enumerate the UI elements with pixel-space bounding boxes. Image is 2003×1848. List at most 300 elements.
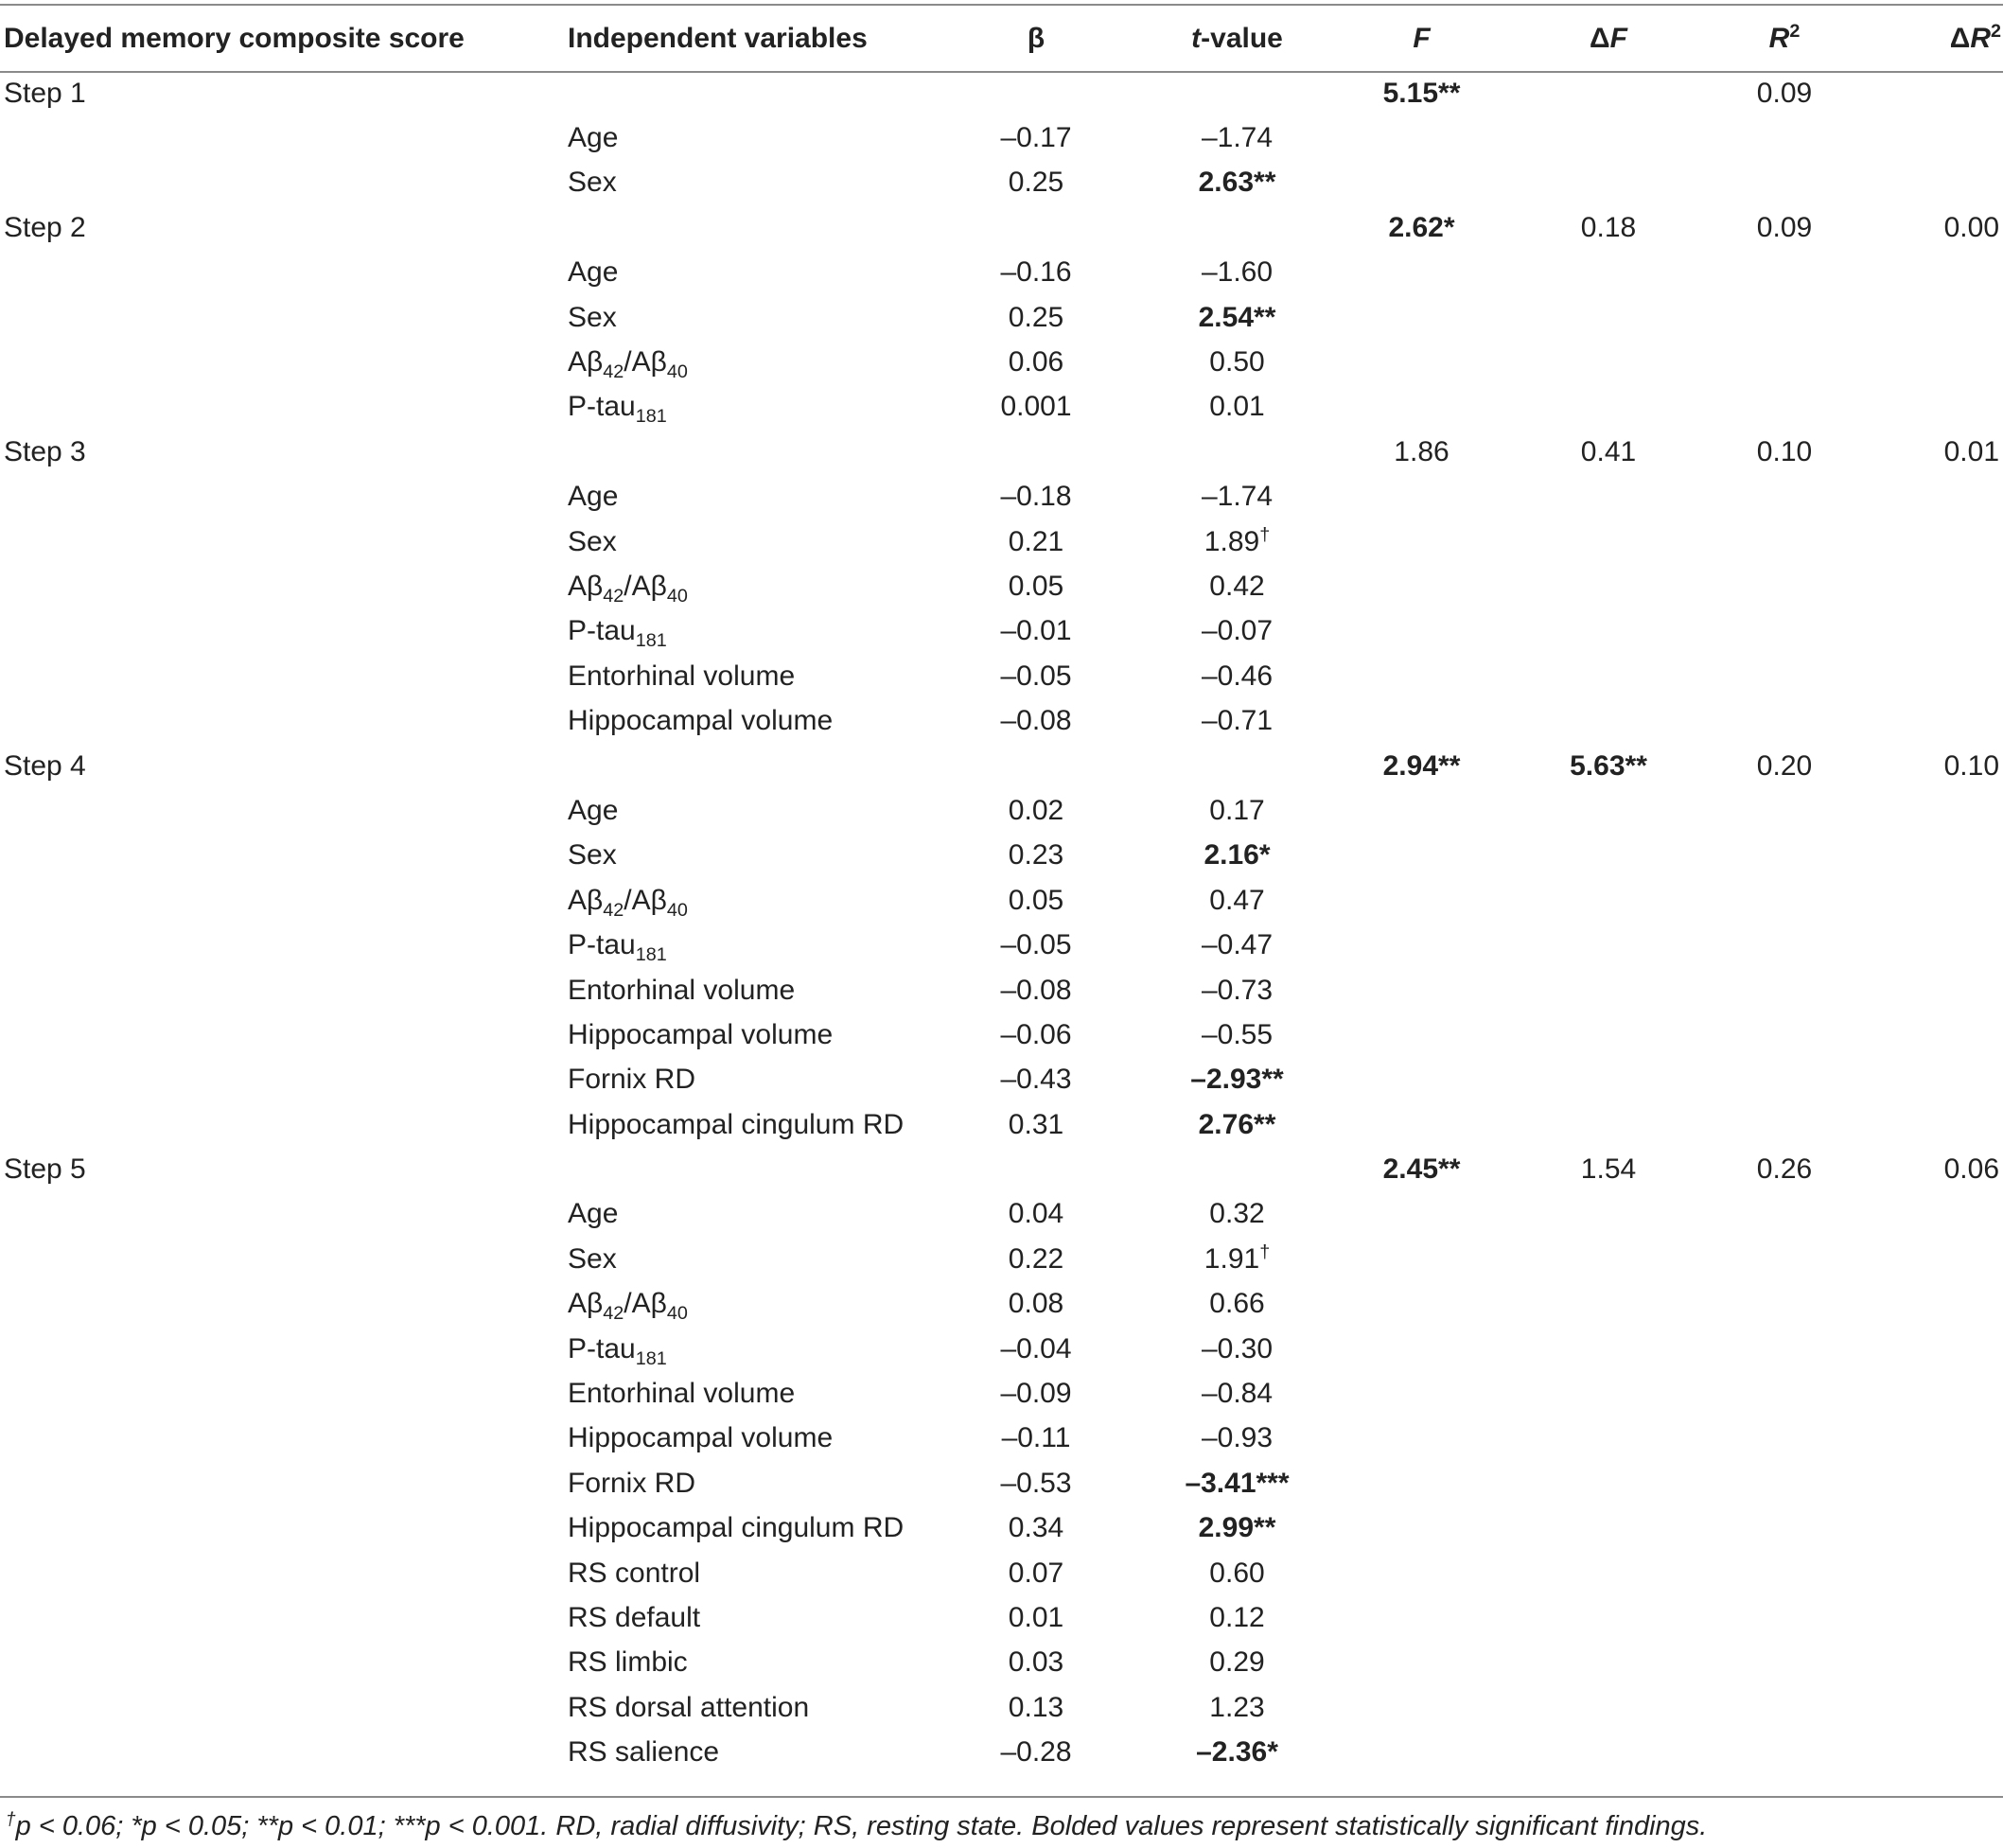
delta-r2-value xyxy=(1866,71,2003,115)
r2-value xyxy=(1703,1417,1866,1461)
delta-r2-value: 0.06 xyxy=(1943,1153,1999,1186)
delta-f-value xyxy=(1514,1371,1703,1416)
beta-value: –0.53 xyxy=(1000,1467,1072,1499)
t-value xyxy=(1145,1641,1329,1685)
r2-value xyxy=(1703,654,1866,698)
variable-subscript: 181 xyxy=(635,630,667,652)
variable-row xyxy=(0,1641,2003,1685)
variable-row xyxy=(0,475,2003,519)
f-value: 5.15** xyxy=(1382,77,1461,109)
variable-subscript: 181 xyxy=(635,944,667,966)
delta-f-value xyxy=(1514,564,1703,608)
f-value xyxy=(1329,564,1514,608)
t-value-text: –0.30 xyxy=(1201,1332,1274,1364)
variable-row xyxy=(0,1282,2003,1327)
delta-f-value: 0.18 xyxy=(1580,211,1637,243)
variable-name: Sex xyxy=(568,1242,617,1275)
variable-name xyxy=(568,1147,927,1191)
delta-r2-value xyxy=(1866,1417,2003,1461)
beta-value: 0.04 xyxy=(1008,1198,1064,1230)
delta-f-value xyxy=(1514,834,1703,878)
t-value-text: –0.93 xyxy=(1201,1422,1274,1454)
variable-part: /Aβ xyxy=(624,884,667,916)
f-value xyxy=(1329,1058,1514,1102)
f-value xyxy=(1329,519,1514,564)
t-value xyxy=(1145,295,1329,340)
delta-f-value xyxy=(1514,698,1703,743)
beta-value: –0.04 xyxy=(1000,1332,1072,1364)
dagger-mark: † xyxy=(1259,1241,1271,1262)
variable-name: Fornix RD xyxy=(568,1064,696,1096)
step-label xyxy=(0,115,568,160)
step-label xyxy=(0,609,568,654)
step-row xyxy=(0,430,2003,474)
variable-name: Sex xyxy=(568,839,617,871)
beta-value: 0.25 xyxy=(1008,301,1064,333)
variable-row xyxy=(0,1237,2003,1281)
t-value xyxy=(1145,115,1329,160)
t-value-text: –0.84 xyxy=(1201,1378,1274,1410)
beta-value: –0.11 xyxy=(1001,1422,1071,1454)
beta-value xyxy=(927,1147,1145,1191)
variable-name xyxy=(568,744,927,788)
r2-value xyxy=(1703,878,1866,923)
variable-subscript: 42 xyxy=(603,585,624,607)
beta-value: –0.43 xyxy=(1000,1064,1072,1096)
variable-name: Hippocampal cingulum RD xyxy=(568,1108,905,1140)
t-value-text: –1.74 xyxy=(1201,481,1274,513)
f-value xyxy=(1329,1730,1514,1774)
r2-value xyxy=(1703,1102,1866,1147)
step-label: Step 2 xyxy=(4,211,86,243)
f-value xyxy=(1329,1237,1514,1281)
t-value xyxy=(1145,1417,1329,1461)
beta-value: –0.05 xyxy=(1000,660,1072,692)
delta-r2-value xyxy=(1866,698,2003,743)
t-value-text: –1.74 xyxy=(1201,122,1274,154)
beta-value: 0.13 xyxy=(1008,1691,1064,1723)
col-header-r2: $R^2$ xyxy=(1768,20,1801,54)
r2-value: 0.10 xyxy=(1756,435,1813,467)
f-value: 1.86 xyxy=(1394,435,1450,467)
variable-part: P-tau xyxy=(568,929,636,961)
step-label xyxy=(0,1371,568,1416)
step-label xyxy=(0,1102,568,1147)
delta-f-value xyxy=(1514,1417,1703,1461)
f-value xyxy=(1329,340,1514,384)
step-row xyxy=(0,205,2003,250)
f-value xyxy=(1329,788,1514,833)
t-value xyxy=(1145,340,1329,384)
variable-name: Hippocampal cingulum RD xyxy=(568,1512,905,1544)
delta-f-value xyxy=(1514,519,1703,564)
t-value xyxy=(1145,1237,1329,1281)
step-label xyxy=(0,340,568,384)
delta-f-value: 5.63** xyxy=(1570,749,1647,782)
delta-r2-value xyxy=(1866,251,2003,295)
step-label: Step 1 xyxy=(4,77,86,109)
r2-value xyxy=(1703,609,1866,654)
step-label xyxy=(0,1551,568,1595)
step-label xyxy=(0,161,568,205)
variable-row xyxy=(0,834,2003,878)
variable-name: RS control xyxy=(568,1557,701,1589)
step-label xyxy=(0,295,568,340)
r2-value: 0.20 xyxy=(1756,749,1813,782)
variable-part: /Aβ xyxy=(624,570,667,602)
delta-r2-value xyxy=(1866,609,2003,654)
variable-name: Hippocampal volume xyxy=(568,1422,834,1454)
variable-name xyxy=(568,609,927,654)
beta-value: 0.21 xyxy=(1008,525,1064,557)
variable-subscript: 40 xyxy=(666,1303,688,1325)
t-value-text: 0.66 xyxy=(1209,1288,1265,1320)
t-value xyxy=(1145,1327,1329,1371)
step-label: Step 5 xyxy=(4,1153,86,1186)
t-value-text: 0.50 xyxy=(1209,346,1265,378)
t-value xyxy=(1145,654,1329,698)
t-value xyxy=(1145,1551,1329,1595)
r2-value xyxy=(1703,385,1866,430)
variable-row xyxy=(0,340,2003,384)
r2-value xyxy=(1703,698,1866,743)
delta-f-value xyxy=(1514,1058,1703,1102)
variable-part: P-tau xyxy=(568,391,636,423)
t-value-text: 1.91 xyxy=(1204,1242,1260,1275)
step-label xyxy=(0,1641,568,1685)
delta-r2-value xyxy=(1866,1058,2003,1102)
beta-value: –0.08 xyxy=(1000,705,1072,737)
variable-subscript: 40 xyxy=(666,361,688,382)
t-value xyxy=(1145,698,1329,743)
delta-r2-value xyxy=(1866,1192,2003,1237)
variable-row xyxy=(0,1371,2003,1416)
f-value xyxy=(1329,654,1514,698)
f-value xyxy=(1329,115,1514,160)
delta-f-value xyxy=(1514,968,1703,1012)
delta-r2-value xyxy=(1866,1730,2003,1774)
t-value xyxy=(1145,1506,1329,1551)
t-value xyxy=(1145,519,1329,564)
f-value xyxy=(1329,1102,1514,1147)
beta-value: 0.31 xyxy=(1008,1108,1064,1140)
t-value xyxy=(1145,475,1329,519)
variable-name: Fornix RD xyxy=(568,1467,696,1499)
r2-value xyxy=(1703,1461,1866,1505)
delta-f-value xyxy=(1514,115,1703,160)
delta-f-value xyxy=(1514,1192,1703,1237)
delta-f-value xyxy=(1514,609,1703,654)
delta-r2-value xyxy=(1866,115,2003,160)
variable-name: RS salience xyxy=(568,1736,720,1769)
t-value-text: 0.29 xyxy=(1209,1646,1265,1679)
t-value-text: –0.07 xyxy=(1201,615,1274,647)
variable-row xyxy=(0,1058,2003,1102)
step-row xyxy=(0,1147,2003,1191)
col-header-delta-r2: $\Delta R^2$ xyxy=(1949,20,2001,54)
t-value xyxy=(1145,564,1329,608)
beta-value: –0.18 xyxy=(1000,481,1072,513)
beta-value: –0.16 xyxy=(1000,256,1072,289)
r2-value xyxy=(1703,115,1866,160)
footnote-text: p < 0.06; *p < 0.05; **p < 0.01; ***p < 0.001. RD, radial diffusivity; RS, resting state. Bolded values represent statistically significant findings. xyxy=(15,1811,1708,1841)
f-value xyxy=(1329,1685,1514,1730)
delta-r2-value xyxy=(1866,923,2003,967)
f-value xyxy=(1329,1371,1514,1416)
t-value-text: 0.17 xyxy=(1209,794,1265,826)
variable-name: Age xyxy=(568,256,619,289)
f-value xyxy=(1329,1192,1514,1237)
col-header-f: F xyxy=(1413,22,1431,54)
delta-r2-value xyxy=(1866,161,2003,205)
r2-value xyxy=(1703,1371,1866,1416)
delta-f-value: 0.41 xyxy=(1580,435,1637,467)
r2-value xyxy=(1703,834,1866,878)
t-value-text: 0.60 xyxy=(1209,1557,1265,1589)
variable-name: Entorhinal volume xyxy=(568,974,796,1006)
dagger-mark: † xyxy=(1259,523,1271,545)
delta-r2-value xyxy=(1866,1506,2003,1551)
variable-name: Sex xyxy=(568,167,617,199)
f-value xyxy=(1329,1595,1514,1640)
delta-f-value xyxy=(1514,161,1703,205)
beta-value xyxy=(927,430,1145,474)
beta-value: 0.001 xyxy=(1000,391,1072,423)
beta-value: 0.06 xyxy=(1008,346,1064,378)
delta-f-value xyxy=(1514,1012,1703,1057)
delta-r2-value xyxy=(1866,519,2003,564)
variable-name: Entorhinal volume xyxy=(568,1378,796,1410)
variable-name: Age xyxy=(568,481,619,513)
step-label xyxy=(0,1595,568,1640)
delta-f-value xyxy=(1514,1102,1703,1147)
variable-name: Age xyxy=(568,794,619,826)
delta-r2-value xyxy=(1866,1551,2003,1595)
t-value-text: –0.55 xyxy=(1201,1018,1274,1050)
variable-part: Aβ xyxy=(568,1288,604,1320)
t-value xyxy=(1145,430,1329,474)
beta-value: 0.08 xyxy=(1008,1288,1064,1320)
delta-r2-value xyxy=(1866,834,2003,878)
f-value xyxy=(1329,1327,1514,1371)
t-value-text: –2.93** xyxy=(1190,1064,1284,1096)
r2-value xyxy=(1703,519,1866,564)
delta-f-value xyxy=(1514,1551,1703,1595)
beta-value: 0.23 xyxy=(1008,839,1064,871)
r2-value xyxy=(1703,475,1866,519)
step-label xyxy=(0,475,568,519)
delta-r2-value xyxy=(1866,1102,2003,1147)
t-value xyxy=(1145,878,1329,923)
r2-value xyxy=(1703,295,1866,340)
beta-value: –0.28 xyxy=(1000,1736,1072,1769)
r2-value xyxy=(1703,340,1866,384)
bottom-rule xyxy=(0,1796,2003,1798)
variable-name xyxy=(568,340,927,384)
delta-f-value xyxy=(1514,923,1703,967)
step-label xyxy=(0,1461,568,1505)
step-label: Step 3 xyxy=(4,435,86,467)
step-label: Step 4 xyxy=(4,749,86,782)
delta-f-value xyxy=(1514,251,1703,295)
beta-value: 0.01 xyxy=(1008,1601,1064,1633)
variable-row xyxy=(0,1192,2003,1237)
r2-value xyxy=(1703,1327,1866,1371)
delta-r2-value xyxy=(1866,340,2003,384)
table-footnote xyxy=(6,1811,1993,1842)
variable-name: Age xyxy=(568,1198,619,1230)
t-value-text: –0.47 xyxy=(1201,929,1274,961)
dagger-mark: † xyxy=(6,1809,16,1830)
t-value xyxy=(1145,923,1329,967)
f-value xyxy=(1329,475,1514,519)
variable-name: Age xyxy=(568,122,619,154)
step-label xyxy=(0,385,568,430)
step-label xyxy=(0,1058,568,1102)
f-value xyxy=(1329,968,1514,1012)
t-value-text: –2.36* xyxy=(1196,1736,1278,1769)
t-value xyxy=(1145,609,1329,654)
t-value-text: 2.63** xyxy=(1198,167,1276,199)
variable-name: Sex xyxy=(568,301,617,333)
variable-name: RS dorsal attention xyxy=(568,1691,810,1723)
f-value xyxy=(1329,385,1514,430)
r2-value xyxy=(1703,1282,1866,1327)
delta-r2-value xyxy=(1866,1595,2003,1640)
variable-part: /Aβ xyxy=(624,346,667,378)
variable-name xyxy=(568,564,927,608)
t-value xyxy=(1145,1192,1329,1237)
t-value-text: 0.12 xyxy=(1209,1601,1265,1633)
r2-value xyxy=(1703,788,1866,833)
delta-r2-value xyxy=(1866,1685,2003,1730)
t-value xyxy=(1145,1102,1329,1147)
f-value xyxy=(1329,295,1514,340)
variable-name: RS limbic xyxy=(568,1646,688,1679)
f-value xyxy=(1329,1551,1514,1595)
t-value-text: –0.73 xyxy=(1201,974,1274,1006)
t-value-text: 0.42 xyxy=(1209,570,1265,602)
variable-part: P-tau xyxy=(568,1332,636,1364)
f-value xyxy=(1329,251,1514,295)
t-value xyxy=(1145,968,1329,1012)
step-label xyxy=(0,251,568,295)
step-label xyxy=(0,1327,568,1371)
f-value xyxy=(1329,1012,1514,1057)
step-label xyxy=(0,1237,568,1281)
delta-f-value xyxy=(1514,1327,1703,1371)
r2-value xyxy=(1703,968,1866,1012)
variable-subscript: 40 xyxy=(666,899,688,921)
variable-subscript: 40 xyxy=(666,585,688,607)
r2-value xyxy=(1703,1685,1866,1730)
delta-r2-value xyxy=(1866,1641,2003,1685)
step-row xyxy=(0,744,2003,788)
variable-row xyxy=(0,564,2003,608)
delta-r2-value xyxy=(1866,1012,2003,1057)
r2-value: 0.09 xyxy=(1756,77,1813,109)
step-label xyxy=(0,698,568,743)
t-value xyxy=(1145,744,1329,788)
t-value xyxy=(1145,788,1329,833)
f-value xyxy=(1329,698,1514,743)
delta-f-value xyxy=(1514,1595,1703,1640)
delta-r2-value: 0.00 xyxy=(1943,211,1999,243)
variable-part: Aβ xyxy=(568,884,604,916)
t-value-text: 0.01 xyxy=(1209,391,1265,423)
beta-value: 0.25 xyxy=(1008,167,1064,199)
beta-value: 0.22 xyxy=(1008,1242,1064,1275)
header-row xyxy=(0,6,2003,71)
t-value xyxy=(1145,1012,1329,1057)
variable-subscript: 181 xyxy=(635,1347,667,1369)
variable-row xyxy=(0,1012,2003,1057)
variable-name: Sex xyxy=(568,525,617,557)
t-value xyxy=(1145,1282,1329,1327)
t-value xyxy=(1145,834,1329,878)
t-value xyxy=(1145,205,1329,250)
r2-value xyxy=(1703,251,1866,295)
t-value xyxy=(1145,71,1329,115)
step-label xyxy=(0,1012,568,1057)
delta-r2-value xyxy=(1866,564,2003,608)
r2-value xyxy=(1703,1730,1866,1774)
beta-value: 0.34 xyxy=(1008,1512,1064,1544)
variable-row xyxy=(0,968,2003,1012)
variable-row xyxy=(0,878,2003,923)
step-label xyxy=(0,923,568,967)
f-value xyxy=(1329,1641,1514,1685)
r2-value xyxy=(1703,1595,1866,1640)
delta-r2-value xyxy=(1866,1237,2003,1281)
variable-row xyxy=(0,1551,2003,1595)
table-body xyxy=(0,71,2003,1775)
f-value: 2.45** xyxy=(1382,1153,1461,1186)
t-value xyxy=(1145,1685,1329,1730)
variable-subscript: 42 xyxy=(603,361,624,382)
variable-part: Aβ xyxy=(568,346,604,378)
variable-name: Hippocampal volume xyxy=(568,1018,834,1050)
variable-row xyxy=(0,788,2003,833)
t-value-text: 0.47 xyxy=(1209,884,1265,916)
f-value xyxy=(1329,878,1514,923)
variable-name xyxy=(568,385,927,430)
step-label xyxy=(0,1685,568,1730)
f-value xyxy=(1329,1461,1514,1505)
variable-subscript: 42 xyxy=(603,1303,624,1325)
variable-name xyxy=(568,1282,927,1327)
delta-r2-value xyxy=(1866,475,2003,519)
variable-row xyxy=(0,698,2003,743)
variable-name xyxy=(568,71,927,115)
step-label xyxy=(0,968,568,1012)
f-value xyxy=(1329,834,1514,878)
delta-r2-value xyxy=(1866,654,2003,698)
variable-name xyxy=(568,878,927,923)
col-header-beta: β xyxy=(1027,22,1045,54)
variable-part: P-tau xyxy=(568,615,636,647)
delta-r2-value xyxy=(1866,1461,2003,1505)
t-value xyxy=(1145,1371,1329,1416)
r2-value xyxy=(1703,1506,1866,1551)
variable-row xyxy=(0,1461,2003,1505)
variable-subscript: 42 xyxy=(603,899,624,921)
t-value xyxy=(1145,161,1329,205)
beta-value: 0.05 xyxy=(1008,570,1064,602)
r2-value: 0.26 xyxy=(1756,1153,1813,1186)
t-value-text: 2.54** xyxy=(1198,301,1276,333)
beta-value: –0.05 xyxy=(1000,929,1072,961)
